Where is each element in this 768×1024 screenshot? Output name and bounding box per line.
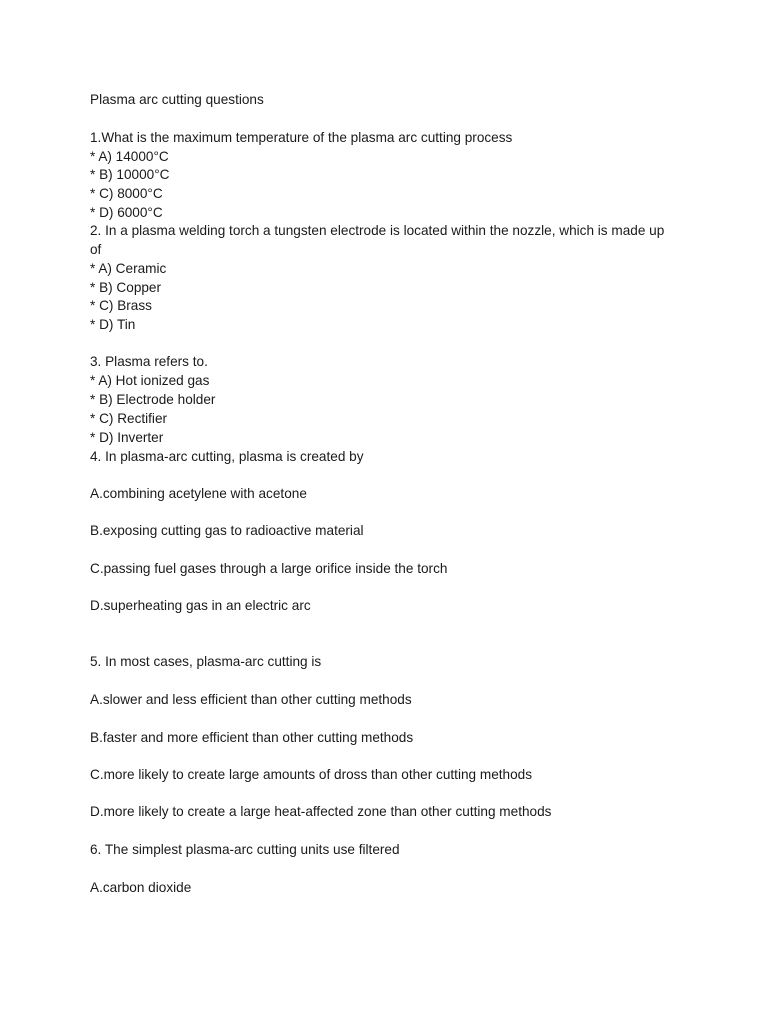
question-6-option-a: A.carbon dioxide bbox=[90, 880, 192, 895]
question-2-option-a: * A) Ceramic bbox=[90, 261, 167, 276]
question-5-option-d: D.more likely to create a large heat-affected zone than other cutting methods bbox=[90, 804, 552, 819]
question-2-text-line2: of bbox=[90, 242, 102, 257]
question-3-option-a: * A) Hot ionized gas bbox=[90, 373, 210, 388]
question-5-text: 5. In most cases, plasma-arc cutting is bbox=[90, 654, 322, 669]
document-title: Plasma arc cutting questions bbox=[90, 92, 264, 107]
question-4-text: 4. In plasma-arc cutting, plasma is created by bbox=[90, 449, 364, 464]
question-1-option-a: * A) 14000°C bbox=[90, 149, 169, 164]
question-5-option-b: B.faster and more efficient than other cutting methods bbox=[90, 730, 414, 745]
question-5-option-c: C.more likely to create large amounts of dross than other cutting methods bbox=[90, 767, 533, 782]
question-1-option-b: * B) 10000°C bbox=[90, 167, 170, 182]
question-2-option-d: * D) Tin bbox=[90, 317, 136, 332]
question-2-option-c: * C) Brass bbox=[90, 298, 152, 313]
question-4-option-c: C.passing fuel gases through a large orifice inside the torch bbox=[90, 561, 448, 576]
question-1-text: 1.What is the maximum temperature of the plasma arc cutting process bbox=[90, 130, 513, 145]
question-4-option-d: D.superheating gas in an electric arc bbox=[90, 598, 311, 613]
question-2-text-line1: 2. In a plasma welding torch a tungsten electrode is located within the nozzle, which is made up bbox=[90, 223, 665, 238]
question-4-option-a: A.combining acetylene with acetone bbox=[90, 486, 307, 501]
question-3-text: 3. Plasma refers to. bbox=[90, 354, 208, 369]
question-1-option-c: * C) 8000°C bbox=[90, 186, 163, 201]
question-1-option-d: * D) 6000°C bbox=[90, 205, 163, 220]
question-3-option-c: * C) Rectifier bbox=[90, 411, 168, 426]
question-4-option-b: B.exposing cutting gas to radioactive material bbox=[90, 523, 364, 538]
question-6-text: 6. The simplest plasma-arc cutting units use filtered bbox=[90, 842, 400, 857]
question-2-option-b: * B) Copper bbox=[90, 280, 162, 295]
question-3-option-d: * D) Inverter bbox=[90, 430, 164, 445]
question-5-option-a: A.slower and less efficient than other cutting methods bbox=[90, 692, 412, 707]
question-3-option-b: * B) Electrode holder bbox=[90, 392, 216, 407]
